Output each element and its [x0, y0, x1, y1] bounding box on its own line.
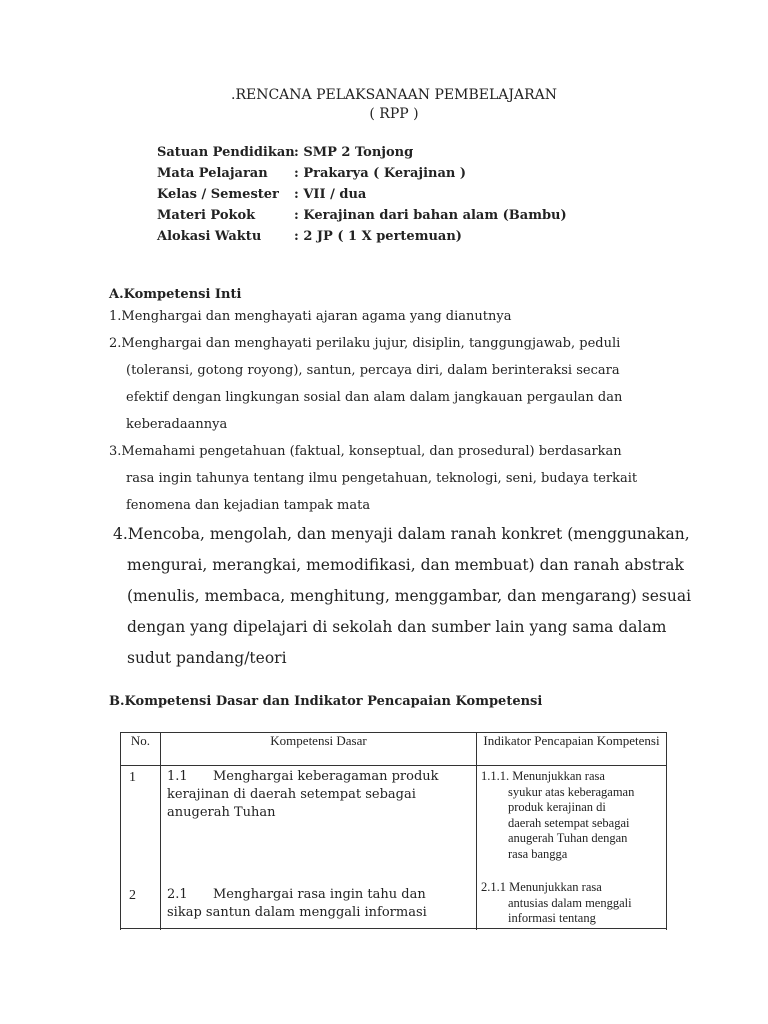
- ki-4: 4.Mencoba, mengolah, dan menyaji dalam ranah konkret (menggunakan, mengurai, merangkai, memodifikasi, dan membuat) dan ranah abstrak (menulis, membaca, menghitung, menggambar, dan mengarang) sesuai dengan yang dipelajari di sekolah dan sumber lain yang sama dalam sudut pandang/teori: [113, 525, 692, 667]
- column-header-kd: Kompetensi Dasar: [161, 733, 477, 766]
- table-bottom-border: [120, 928, 667, 929]
- meta-row-alokasi: Alokasi Waktu : 2 JP ( 1 X pertemuan): [157, 229, 462, 244]
- meta-row-satuan: Satuan Pendidikan: SMP 2 Tonjong: [157, 145, 414, 160]
- document-title: .RENCANA PELAKSANAAN PEMBELAJARAN: [231, 87, 557, 103]
- column-header-indikator: Indikator Pencapaian Kompetensi: [477, 733, 667, 766]
- section-b-heading: B.Kompetensi Dasar dan Indikator Pencapaian Kompetensi: [109, 694, 543, 709]
- identity-block: [157, 142, 567, 247]
- kd-item-1: 1.1 Menghargai keberagaman produk kerajinan di daerah setempat sebagai anugerah Tuhan: [167, 769, 439, 820]
- ki-1: 1.Menghargai dan menghayati ajaran agama yang dianutnya: [109, 309, 512, 324]
- ki-3: 3.Memahami pengetahuan (faktual, konseptual, dan prosedural) berdasarkan rasa ingin tahunya tentang ilmu pengetahuan, teknologi, seni, budaya terkait fenomena dan kejadian tampak mata: [109, 444, 638, 513]
- column-header-no: No.: [121, 733, 161, 766]
- indicator-item-2: 2.1.1 Menunjukkan rasa antusias dalam menggali informasi tentang: [481, 880, 632, 925]
- kompetensi-table: [120, 732, 667, 930]
- document-subtitle: ( RPP ): [369, 106, 419, 122]
- meta-row-kelas: Kelas / Semester : VII / dua: [157, 187, 367, 202]
- table-row: [121, 766, 667, 930]
- table-header-row: [121, 733, 667, 766]
- meta-row-mapel: Mata Pelajaran : Prakarya ( Kerajinan ): [157, 166, 467, 181]
- ki-2: 2.Menghargai dan menghayati perilaku jujur, disiplin, tanggungjawab, peduli (toleransi, gotong royong), santun, percaya diri, dalam berinteraksi secara efektif dengan lingkungan sosial dan alam dalam jangkauan pergaulan dan keberadaannya: [109, 336, 623, 432]
- row-number: 2: [129, 888, 136, 903]
- row-number: 1: [129, 770, 136, 785]
- section-a-heading: A.Kompetensi Inti: [109, 287, 242, 302]
- kd-item-2: 2.1 Menghargai rasa ingin tahu dan sikap santun dalam menggali informasi: [167, 887, 427, 920]
- indicator-item-1: 1.1.1. Menunjukkan rasa syukur atas keberagaman produk kerajinan di daerah setempat sebagai anugerah Tuhan dengan rasa bangga: [481, 769, 635, 861]
- meta-row-materi: Materi Pokok : Kerajinan dari bahan alam (Bambu): [157, 208, 567, 223]
